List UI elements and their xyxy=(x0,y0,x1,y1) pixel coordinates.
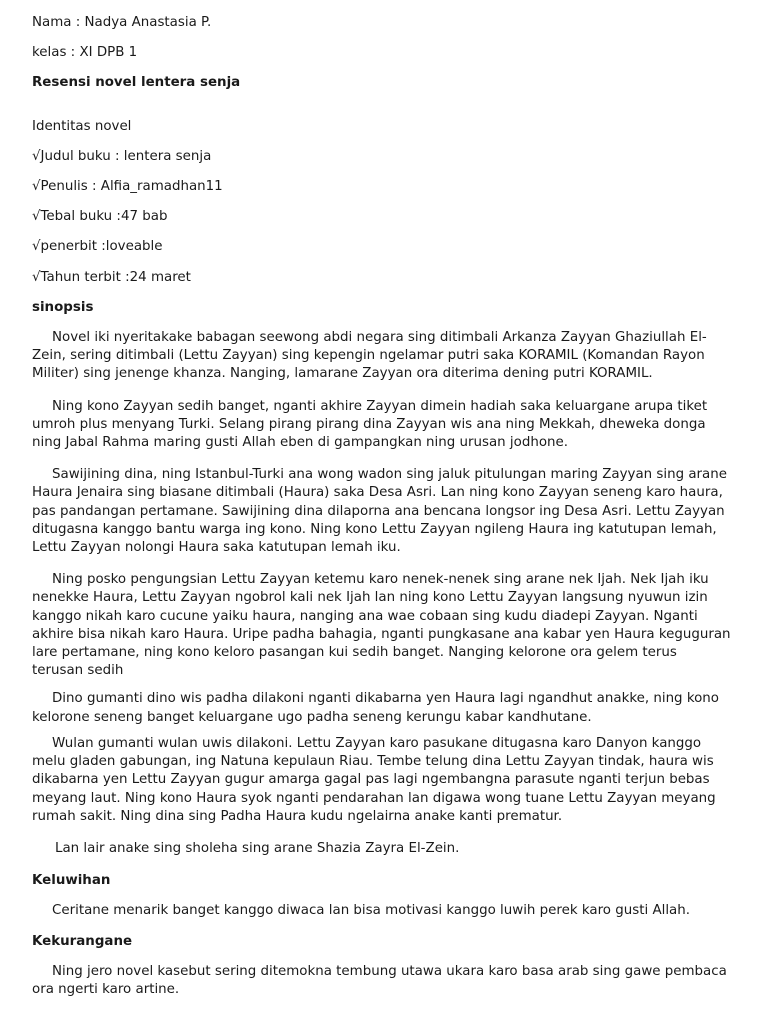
strengths-text: Ceritane menarik banget kanggo diwaca lan bisa motivasi kanggo luwih perek karo gusti Allah. xyxy=(52,903,690,919)
synopsis-paragraph: Ning kono Zayyan sedih banget, nganti akhire Zayyan dimein hadiah saka keluargane arupa tiket umroh plus menyang Turki. Selang pirang pirang dina Zayyan wis ana ning Mekkah, dheweka donga ning Jabal Rahma maring gusti Allah eben di gampangkan ning urusan jodhone. xyxy=(32,398,708,451)
identity-item-publisher: √penerbit :loveable xyxy=(32,239,163,255)
identity-item-title: √Judul buku : lentera senja xyxy=(32,148,212,164)
identity-item-author: √Penulis : Alfia_ramadhan11 xyxy=(32,179,223,195)
identity-heading: Identitas novel xyxy=(32,118,132,134)
identity-item-length: √Tebal buku :47 bab xyxy=(32,209,168,225)
synopsis-paragraph: Wulan gumanti wulan uwis dilakoni. Lettu Zayyan karo pasukane ditugasna karo Danyon kanggo melu gladen gabungan, ing Natuna kepulaun Riau. Tembe telung dina Lettu Zayyan tindak, haura wis dikabarna yen Lettu Zayyan gugur amarga gagal pas lagi ngembangna parasute nganti terjun bebas meyang laut. Ning kono Haura syok nganti pendarahan lan digawa wong tuane Lettu Zayyan meyang rumah sakit. Ning dina sing Padha Haura kudu ngelairna anake kanti prematur. xyxy=(32,735,716,824)
synopsis-paragraph: Dino gumanti dino wis padha dilakoni nganti dikabarna yen Haura lagi ngandhut anakke, ning kono kelorone seneng banget keluargane ugo padha seneng kerungu kabar kandhutane. xyxy=(32,691,719,725)
document-page xyxy=(32,14,732,999)
weaknesses-heading: Kekurangane xyxy=(32,933,133,949)
synopsis-heading: sinopsis xyxy=(32,299,94,315)
synopsis-paragraph: Sawijining dina, ning Istanbul-Turki ana wong wadon sing jaluk pitulungan maring Zayyan sing arane Haura Jenaira sing biasane ditimbali (Haura) saka Desa Asri. Lan ning kono Zayyan seneng karo haura, pas pandangan pertamane. Sawijining dina dilaporna ana bencana longsor ing Desa Asri. Lettu Zayyan ditugasna kanggo bantu warga ing kono. Ning kono Lettu Zayyan ngileng Haura ing katutupan lemah, Lettu Zayyan nolongi Haura saka katutupan lemah iku. xyxy=(32,467,727,556)
strengths-heading: Keluwihan xyxy=(32,873,111,889)
student-name: Nama : Nadya Anastasia P. xyxy=(32,15,212,30)
student-class: kelas : XI DPB 1 xyxy=(32,45,138,61)
identity-item-year: √Tahun terbit :24 maret xyxy=(32,269,191,285)
synopsis-paragraph: Ning posko pengungsian Lettu Zayyan ketemu karo nenek-nenek sing arane nek Ijah. Nek Ijah iku nenekke Haura, Lettu Zayyan ngobrol kali nek Ijah lan ning kono Lettu Zayyan langsung nyuwun izin kanggo nikah karo cucune yaiku haura, nanging ana wae cobaan sing kudu diadepi Zayyan. Nganti akhire bisa nikah karo Haura. Uripe padha bahagia, nganti pungkasane ana kabar yen Haura keguguran lare pertamane, ning kono keloro pasangan kui sedih banget. Nanging kelorone ora gelem terus terusan sedih xyxy=(32,572,731,679)
synopsis-paragraph: Novel iki nyeritakake babagan seewong abdi negara sing ditimbali Arkanza Zayyan Ghaziullah El-Zein, sering ditimbali (Lettu Zayyan) sing kepengin ngelamar putri saka KORAMIL (Komandan Rayon Militer) sing jenenge khanza. Nanging, lamarane Zayyan ora diterima dening putri KORAMIL. xyxy=(32,330,707,382)
synopsis-paragraph: Lan lair anake sing sholeha sing arane Shazia Zayra El-Zein. xyxy=(55,840,460,856)
document-title: Resensi novel lentera senja xyxy=(32,75,241,91)
weaknesses-text: Ning jero novel kasebut sering ditemokna tembung utawa ukara karo basa arab sing gawe pembaca ora ngerti karo artine. xyxy=(32,963,727,997)
